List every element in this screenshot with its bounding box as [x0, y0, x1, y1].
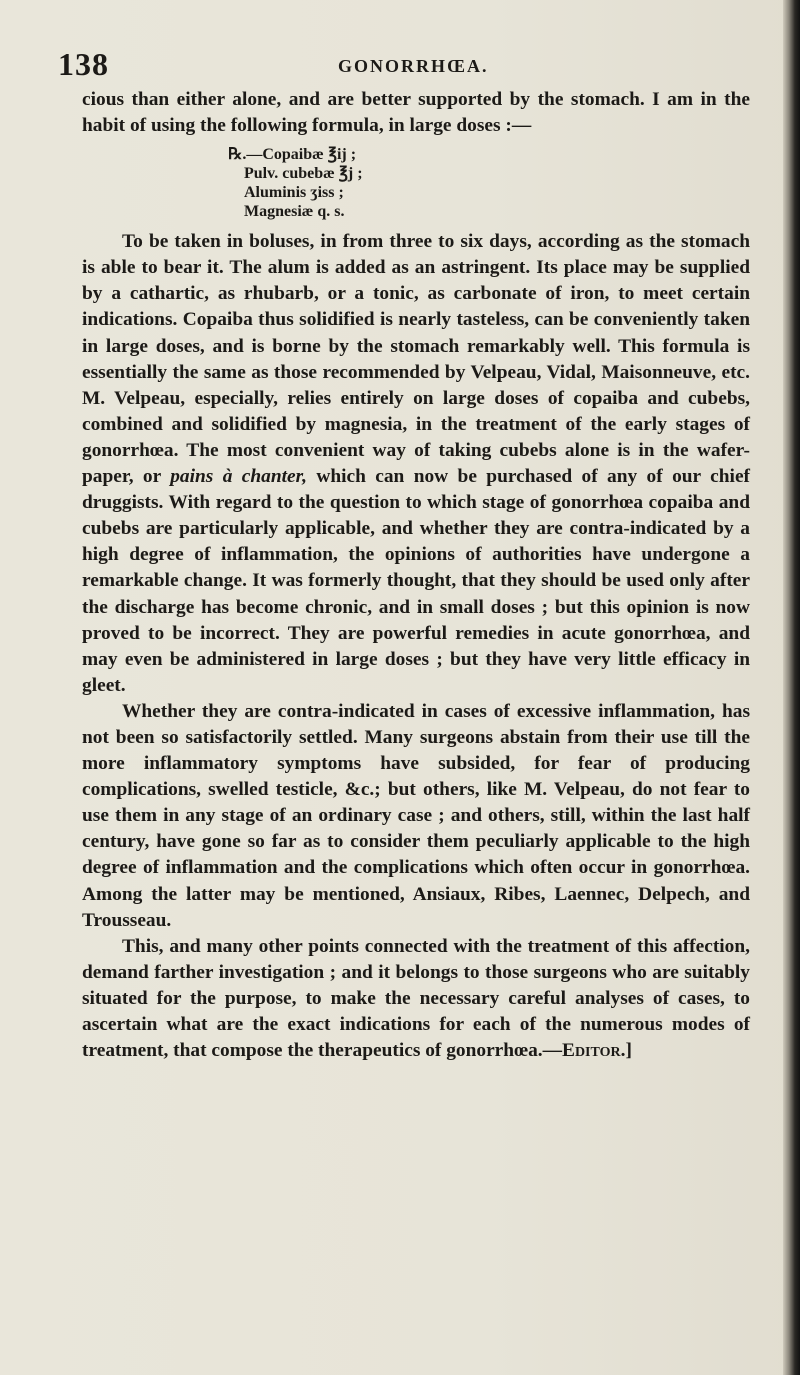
formula-prescription	[82, 145, 750, 221]
formula-line-alum: Aluminis ʒiss ;	[244, 184, 344, 202]
paragraph-3: Whether they are contra-indicated in cases of excessive inflammation, has not been so satisfactorily settled. Many surgeons abstain from their use till the more inflammatory symptoms have subsided, for fear of producing complications, swelled testicle, &c.; but others, like M. Velpeau, do not fear to use them in any stage of an ordinary case ; and others, still, within the last half century, have gone so far as to consider them peculiarly applicable to the high degree of inflammation and the complications which often occur in gonorrhœa. Among the latter may be mentioned, Ansiaux, Ribes, Laennec, Delpech, and Trousseau.	[82, 700, 750, 931]
closing-bracket: ]	[625, 1040, 632, 1062]
formula-line-magnesia: Magnesiæ q. s.	[244, 203, 345, 221]
formula-line-cubebs: Pulv. cubebæ ℥j ;	[244, 165, 363, 183]
paragraph-4-text: This, and many other points connected with the treatment of this affection, demand farther investigation ; and it belongs to those surgeons who are suitably situated for the purpose, to make the necessary careful analyses of cases, to ascertain what are the exact indications for each of the numerous modes of treatment, that compose the therapeutics of gonorrhœa.—	[82, 935, 750, 1062]
paragraph-2-text-start: To be taken in boluses, in from three to six days, according as the stomach is able to bear it. The alum is added as an astringent. Its place may be supplied by a cathartic, as rhubarb, or a tonic, as carbonate of iron, to meet certain indications. Copaiba thus solidified is nearly tasteless, can be conveniently taken in large doses, and is borne by the stomach remarkably well. This formula is essentially the same as those recommended by Velpeau, Vidal, Maisonneuve, etc. M. Velpeau, especially, relies entirely on large doses of copaiba and cubebs, combined and solidified by magnesia, in the treatment of the early stages of gonorrhœa. The most convenient way of taking cubebs alone is in the wafer-paper, or	[82, 231, 750, 488]
paragraph-2	[82, 229, 750, 699]
paragraph-4	[82, 934, 750, 1064]
paragraph-1: cious than either alone, and are better supported by the stomach. I am in the habit of using the following formula, in large doses :—	[82, 89, 750, 137]
paragraph-2-italic-phrase: pains à chanter,	[170, 466, 307, 488]
editor-signature: Editor.	[562, 1040, 626, 1062]
page-header	[58, 46, 758, 86]
body-text	[82, 87, 750, 1064]
paragraph-2-text-end: which can now be purchased of any of our chief druggists. With regard to the question to which stage of gonorrhœa copaiba and cubebs are particularly applicable, and whether they are contra-indicated by a high degree of inflammation, the opinions of authorities have undergone a remarkable change. It was formerly thought, that they should be used only after the discharge has become chronic, and in small doses ; but this opinion is now proved to be incorrect. They are powerful remedies in acute gonorrhœa, and may even be administered in large doses ; but they have very little efficacy in gleet.	[82, 466, 751, 696]
page-binding-edge	[783, 0, 800, 1375]
formula-line-copaiba: ℞.—Copaibæ ℥ij ;	[228, 146, 357, 164]
page-number: 138	[58, 46, 109, 82]
running-title: GONORRHŒA.	[338, 56, 489, 76]
